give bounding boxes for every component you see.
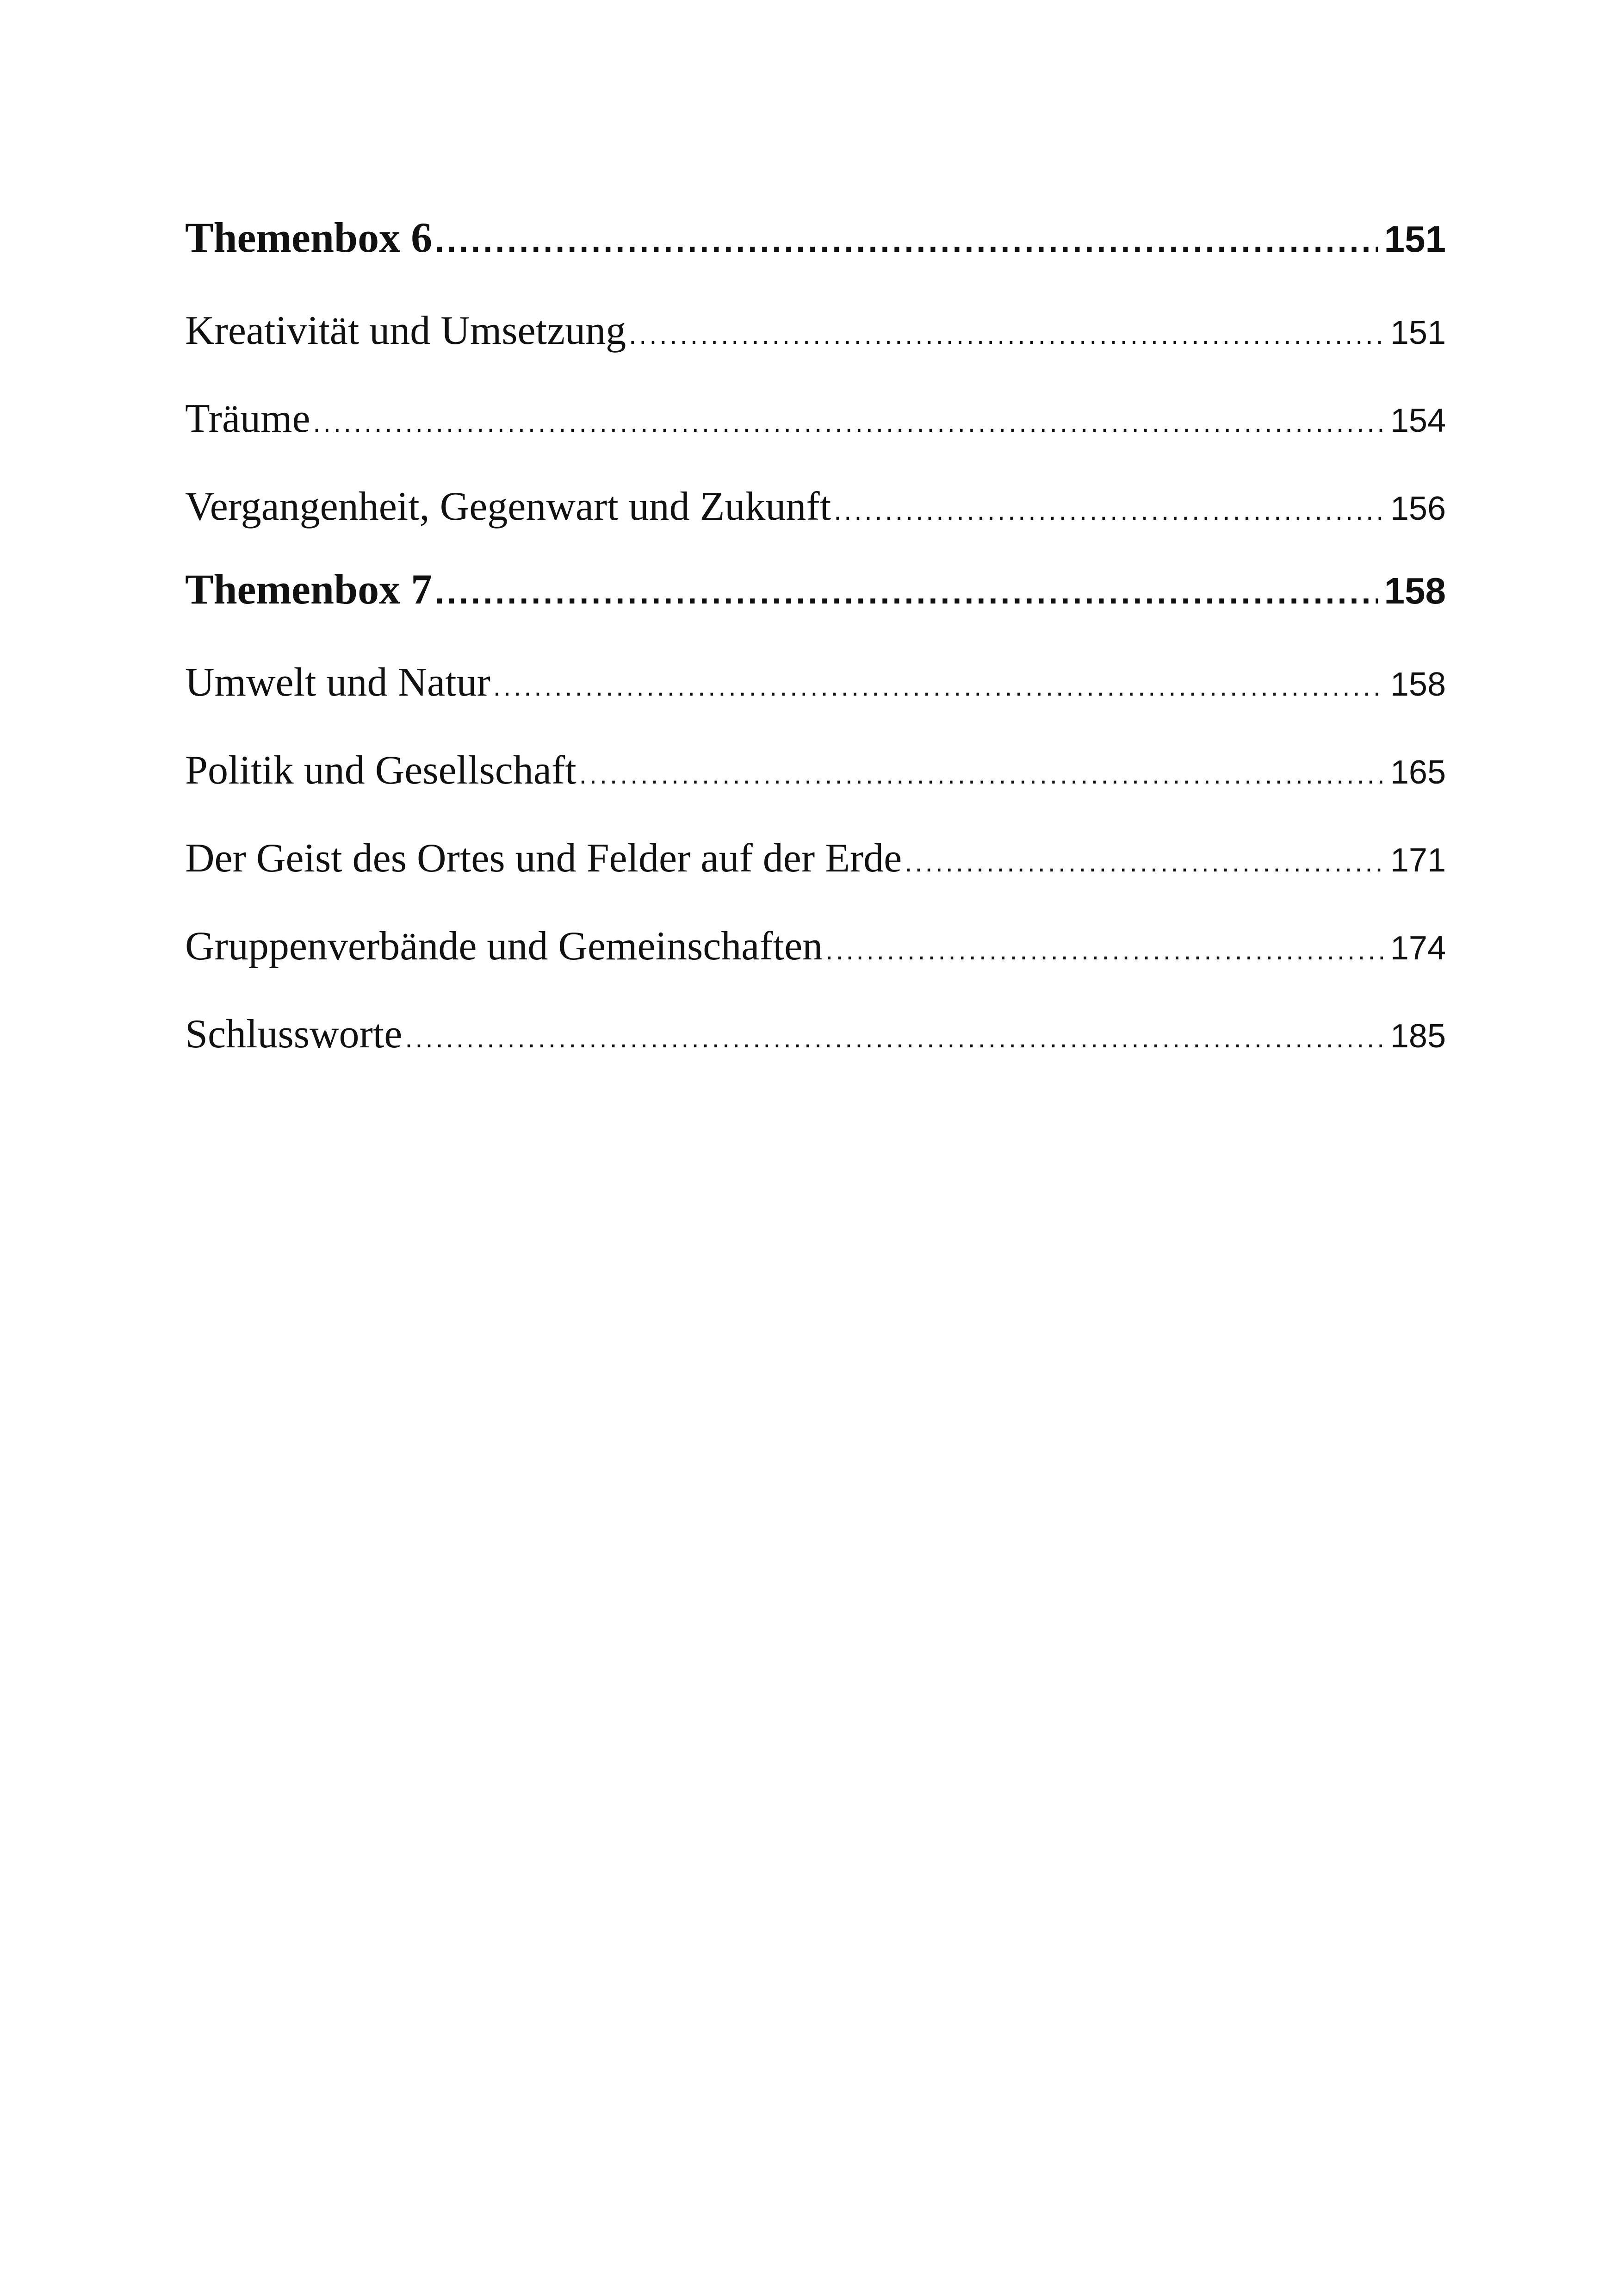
- toc-entry-themenbox-7[interactable]: [185, 560, 1446, 648]
- toc-dot-leader: [435, 573, 1377, 611]
- toc-entry-gruppenverbaende[interactable]: [185, 912, 1446, 1000]
- toc-entry-title: Themenbox 6: [185, 214, 433, 261]
- toc-entry-title: Vergangenheit, Gegenwart und Zukunft: [185, 484, 831, 529]
- toc-dot-leader: [435, 222, 1377, 260]
- toc-dot-leader: [405, 1023, 1384, 1054]
- toc-entry-page: 151: [1390, 314, 1446, 351]
- toc-entry-title: Träume: [185, 396, 310, 441]
- table-of-contents: [185, 208, 1446, 1088]
- toc-entry-vergangenheit[interactable]: [185, 472, 1446, 560]
- toc-entry-umwelt[interactable]: [185, 648, 1446, 736]
- toc-entry-title: Gruppenverbände und Gemeinschaften: [185, 924, 823, 969]
- toc-entry-page: 151: [1384, 218, 1446, 260]
- toc-dot-leader: [493, 671, 1384, 702]
- toc-dot-leader: [825, 935, 1384, 966]
- toc-entry-themenbox-6[interactable]: [185, 208, 1446, 296]
- toc-entry-page: 185: [1390, 1018, 1446, 1055]
- toc-entry-title: Der Geist des Ortes und Felder auf der Erde: [185, 836, 902, 881]
- toc-dot-leader: [629, 319, 1384, 350]
- toc-entry-title: Umwelt und Natur: [185, 660, 490, 705]
- toc-dot-leader: [313, 407, 1384, 438]
- toc-entry-page: 158: [1384, 570, 1446, 611]
- toc-entry-title: Schlussworte: [185, 1012, 403, 1057]
- toc-entry-traeume[interactable]: [185, 384, 1446, 472]
- toc-entry-politik[interactable]: [185, 736, 1446, 824]
- toc-entry-page: 174: [1390, 930, 1446, 967]
- toc-dot-leader: [905, 847, 1384, 878]
- toc-entry-title: Kreativität und Umsetzung: [185, 308, 626, 353]
- toc-entry-title: Themenbox 7: [185, 566, 433, 613]
- toc-entry-page: 165: [1390, 754, 1446, 791]
- toc-entry-geist-des-ortes[interactable]: [185, 824, 1446, 912]
- toc-entry-page: 156: [1390, 490, 1446, 527]
- toc-entry-page: 158: [1390, 666, 1446, 703]
- toc-entry-title: Politik und Gesellschaft: [185, 748, 577, 793]
- toc-dot-leader: [834, 495, 1384, 526]
- toc-entry-schlussworte[interactable]: [185, 1000, 1446, 1088]
- toc-dot-leader: [579, 759, 1384, 790]
- toc-entry-kreativitaet[interactable]: [185, 296, 1446, 384]
- toc-entry-page: 171: [1390, 842, 1446, 879]
- toc-entry-page: 154: [1390, 402, 1446, 439]
